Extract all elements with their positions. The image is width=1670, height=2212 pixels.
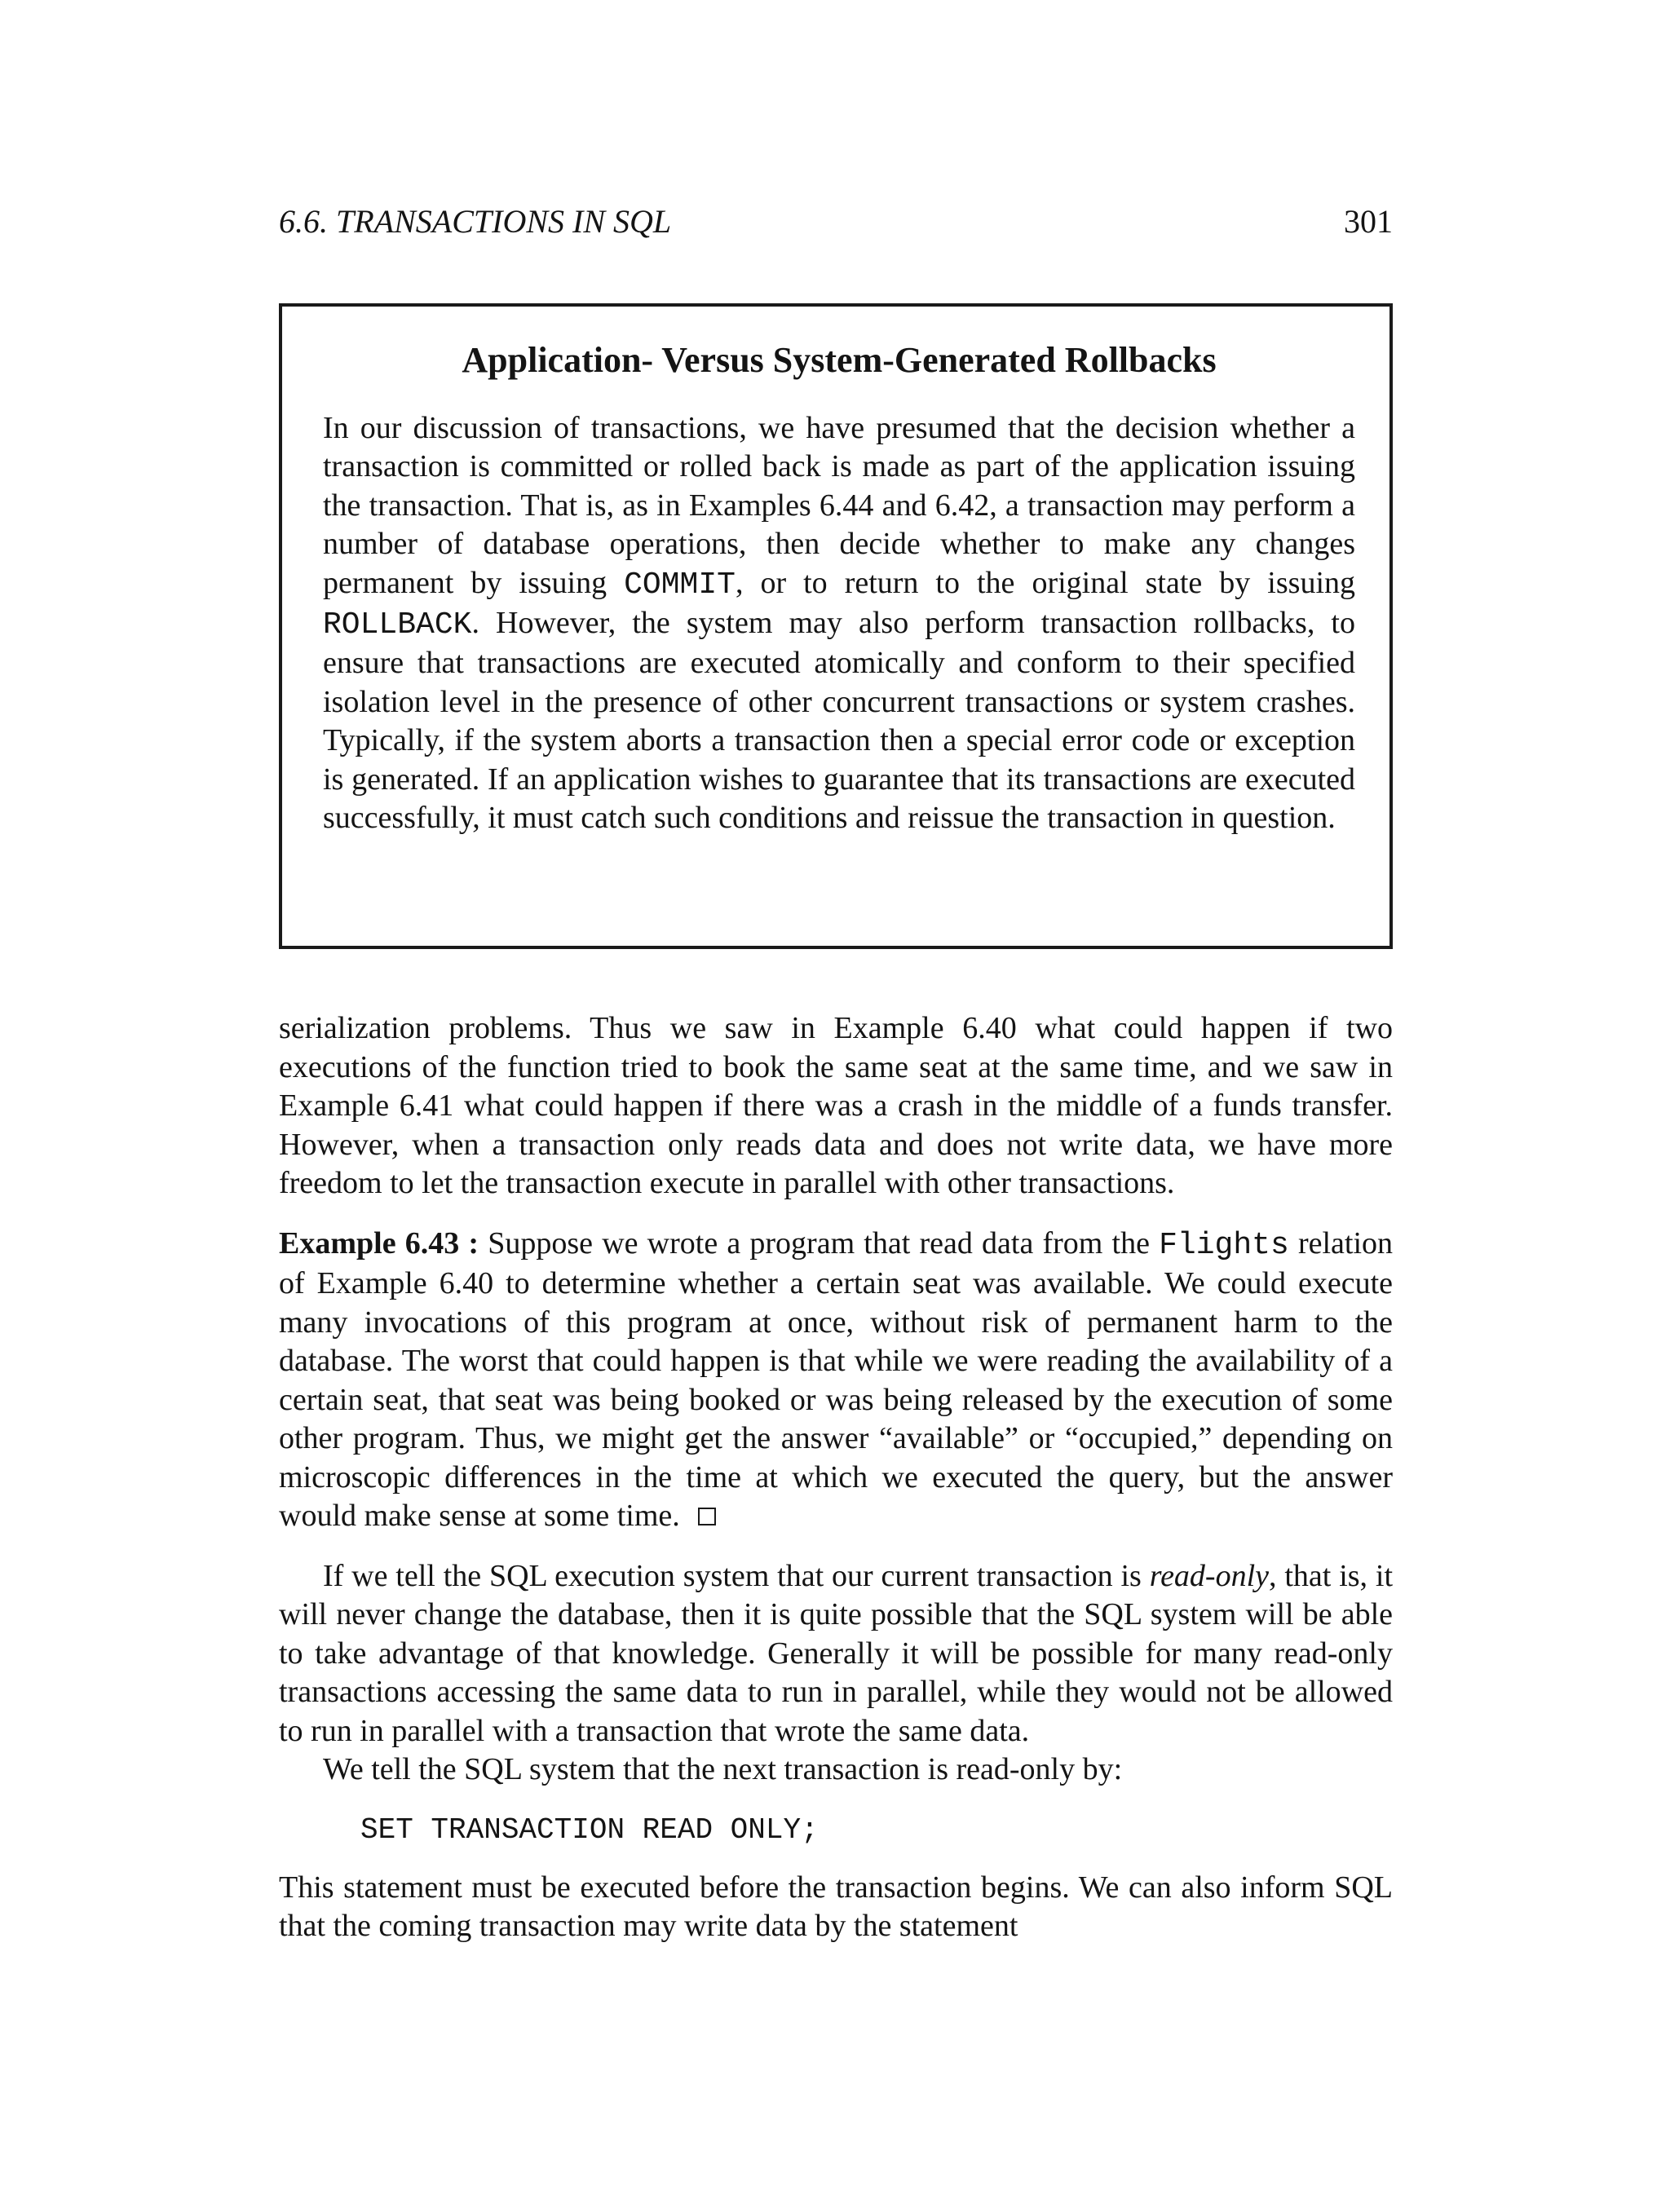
body-text-3b: , that is, it will never change the database, then it is quite possible that the SQL system will be able to take advantage of that knowledge. Generally it will be possible for many read-only transactions accessing the same data to run in parallel, while they would not be allowed to run in parallel with a transaction that wrote the same data. [279, 1558, 1393, 1748]
running-head [279, 202, 1393, 251]
body-paragraph-4: We tell the SQL system that the next transaction is read-only by: [323, 1752, 1123, 1786]
example-paragraph [279, 1225, 1393, 1536]
body-paragraph-3 [279, 1557, 1393, 1751]
section-title: 6.6. TRANSACTIONS IN SQL [279, 203, 672, 240]
main-body [279, 1009, 1393, 1946]
sidebar-title: Application- Versus System-Generated Rollbacks [462, 340, 1217, 380]
sidebar-text-2: , or to return to the original state by issuing [735, 565, 1356, 600]
sidebar-paragraph [323, 409, 1355, 837]
qed-square-icon [698, 1508, 716, 1525]
flights-relation: Flights [1159, 1227, 1289, 1263]
sql-code-line: SET TRANSACTION READ ONLY; [360, 1812, 819, 1847]
page-number: 301 [1344, 203, 1393, 240]
body-paragraph-1: serialization problems. Thus we saw in Example 6.40 what could happen if two executions of the function tried to book the same seat at the same time, and we saw in Example 6.41 what could happen if there was a crash in the middle of a funds transfer. However, when a transaction only reads data and does not write data, we have more freedom to let the transaction execute in parallel with other transactions. [279, 1011, 1393, 1200]
example-text-2: relation of Example 6.40 to determine whether a certain seat was available. We could execute many invocations of this program at once, without risk of permanent harm to the database. The worst that could happen is that while we were reading the availability of a certain seat, that seat was being booked or was being released by the execution of some other program. Thus, we might get the answer “available” or “occupied,” depending on microscopic differences in the time at which we executed the query, but the answer would make sense at some time. [279, 1225, 1393, 1533]
read-only-term: read-only [1149, 1558, 1270, 1593]
example-label: Example 6.43 : [279, 1225, 479, 1261]
commit-keyword: COMMIT [624, 567, 736, 603]
example-text-1: Suppose we wrote a program that read data from the [479, 1225, 1160, 1261]
sidebar-box [279, 303, 1393, 949]
body-paragraph-5: This statement must be executed before the transaction begins. We can also inform SQL that the coming transaction may write data by the statement [279, 1870, 1393, 1943]
rollback-keyword: ROLLBACK [323, 607, 472, 643]
sidebar-text-1: In our discussion of transactions, we have presumed that the decision whether a transaction is committed or rolled back is made as part of the application issuing the transaction. That is, as in Examples 6.44 and 6.42, a transaction may perform a number of database operations, then decide whether to make any changes permanent by issuing [323, 411, 1355, 600]
sidebar-text-3: . However, the system may also perform transaction rollbacks, to ensure that transactions are executed atomically and conform to their specified isolation level in the presence of other concurrent transactions or system crashes. Typically, if the system aborts a transaction then a special error code or exception is generated. If an application wishes to guarantee that its transactions are executed successfully, it must catch such conditions and reissue the transaction in question. [323, 606, 1355, 836]
body-text-3a: If we tell the SQL execution system that our current transaction is [323, 1558, 1150, 1593]
